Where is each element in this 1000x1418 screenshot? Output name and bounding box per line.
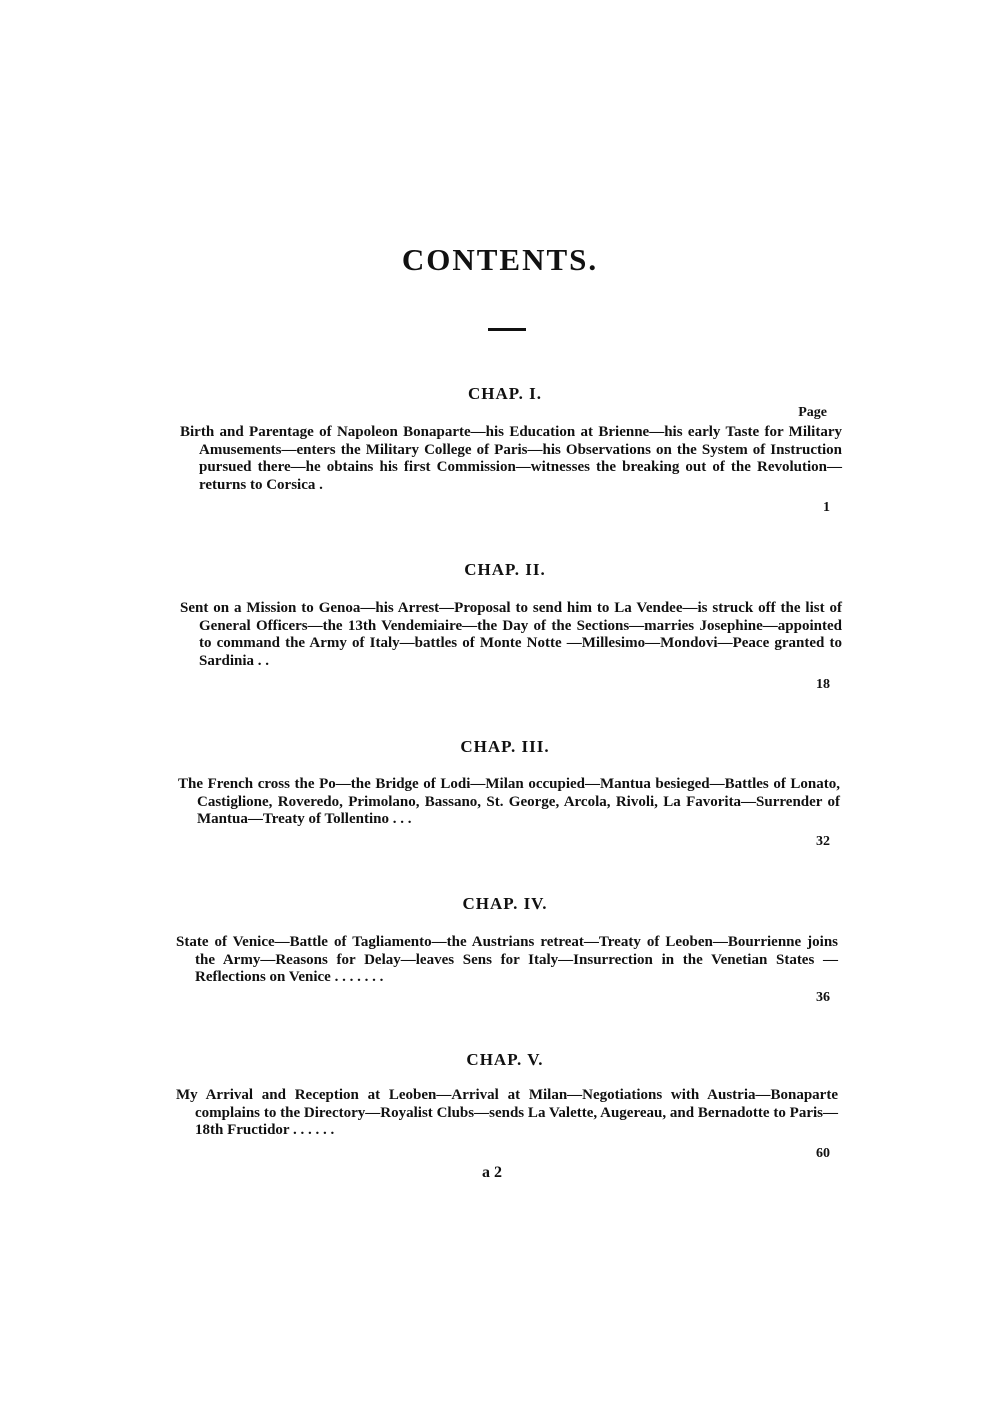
chapter-1-summary	[180, 424, 842, 494]
page-column-label: Page	[798, 405, 827, 420]
title-divider	[488, 328, 526, 331]
chapter-5-text: My Arrival and Reception at Leoben—Arrival at Milan—Negotiations with Austria—Bonaparte complains to the Directory—Royalist Clubs—sends La Valette, Augereau, and Bernadotte to Paris—18th Fructidor . . . . . .	[176, 1087, 838, 1139]
chapter-5-page: 60	[816, 1146, 830, 1161]
chapter-4-heading: CHAP. IV.	[462, 894, 548, 913]
chapter-3-summary	[178, 776, 840, 829]
chapter-4-summary	[176, 934, 838, 987]
chapter-5-heading: CHAP. V.	[466, 1050, 544, 1069]
chapter-4-text: State of Venice—Battle of Tagliamento—the Austrians retreat—Treaty of Leoben—Bourrienne joins the Army—Reasons for Delay—leaves Sens for Italy—Insurrection in the Venetian States —Reflections on Venice . . . . . . .	[176, 934, 838, 986]
chapter-2-summary	[180, 600, 842, 670]
signature-mark: a 2	[482, 1164, 502, 1181]
chapter-3-text: The French cross the Po—the Bridge of Lodi—Milan occupied—Mantua besieged—Battles of Lonato, Castiglione, Roveredo, Primolano, Bassano, St. George, Arcola, Rivoli, La Favorita—Surrender of Mantua—Treaty of Tollentino . . .	[178, 776, 840, 828]
chapter-3-heading: CHAP. III.	[460, 737, 550, 756]
chapter-4-page: 36	[816, 990, 830, 1005]
chapter-3-page: 32	[816, 834, 830, 849]
page-title: CONTENTS.	[401, 242, 599, 277]
chapter-1-heading: CHAP. I.	[468, 384, 542, 403]
chapter-2-text: Sent on a Mission to Genoa—his Arrest—Proposal to send him to La Vendee—is struck off the list of General Officers—the 13th Vendemiaire—the Day of the Sections—marries Josephine—appointed to command the Army of Italy—battles of Monte Notte —Millesimo—Mondovi—Peace granted to Sardinia . .	[180, 600, 842, 669]
chapter-1-page: 1	[823, 500, 830, 515]
chapter-1-text: Birth and Parentage of Napoleon Bonaparte—his Education at Brienne—his early Taste for Military Amusements—enters the Military College of Paris—his Observations on the System of Instruction pursued there—he obtains his first Commission—witnesses the breaking out of the Revolution—returns to Corsica .	[180, 424, 842, 493]
chapter-2-page: 18	[816, 677, 830, 692]
chapter-5-summary	[176, 1087, 838, 1140]
chapter-2-heading: CHAP. II.	[464, 560, 546, 579]
